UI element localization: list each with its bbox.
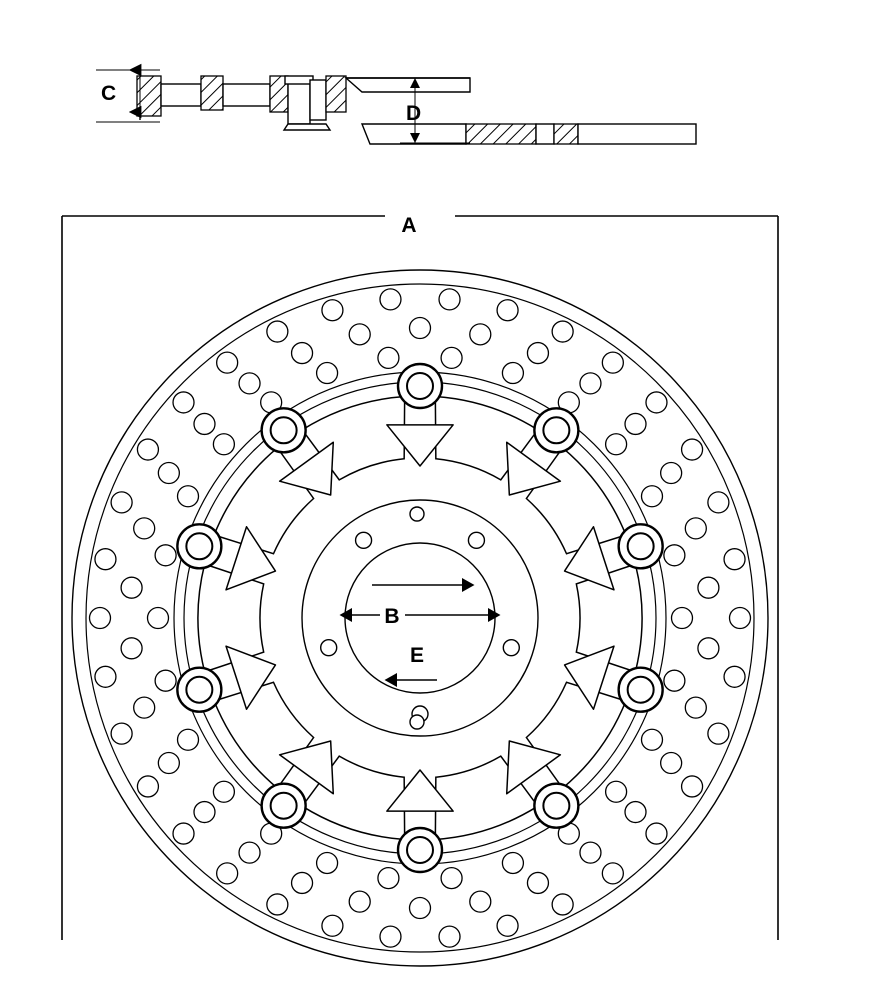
label-b: B <box>384 605 400 628</box>
label-e: E <box>409 644 425 667</box>
label-a: A <box>401 214 417 237</box>
side-section-view <box>96 70 696 144</box>
section-upper-right-band <box>346 78 470 92</box>
front-face-view <box>62 214 778 966</box>
hub-bore <box>345 543 495 693</box>
section-hub <box>270 76 346 130</box>
label-c: C <box>101 82 117 105</box>
label-d: D <box>406 102 422 125</box>
section-upper-band <box>137 76 270 116</box>
